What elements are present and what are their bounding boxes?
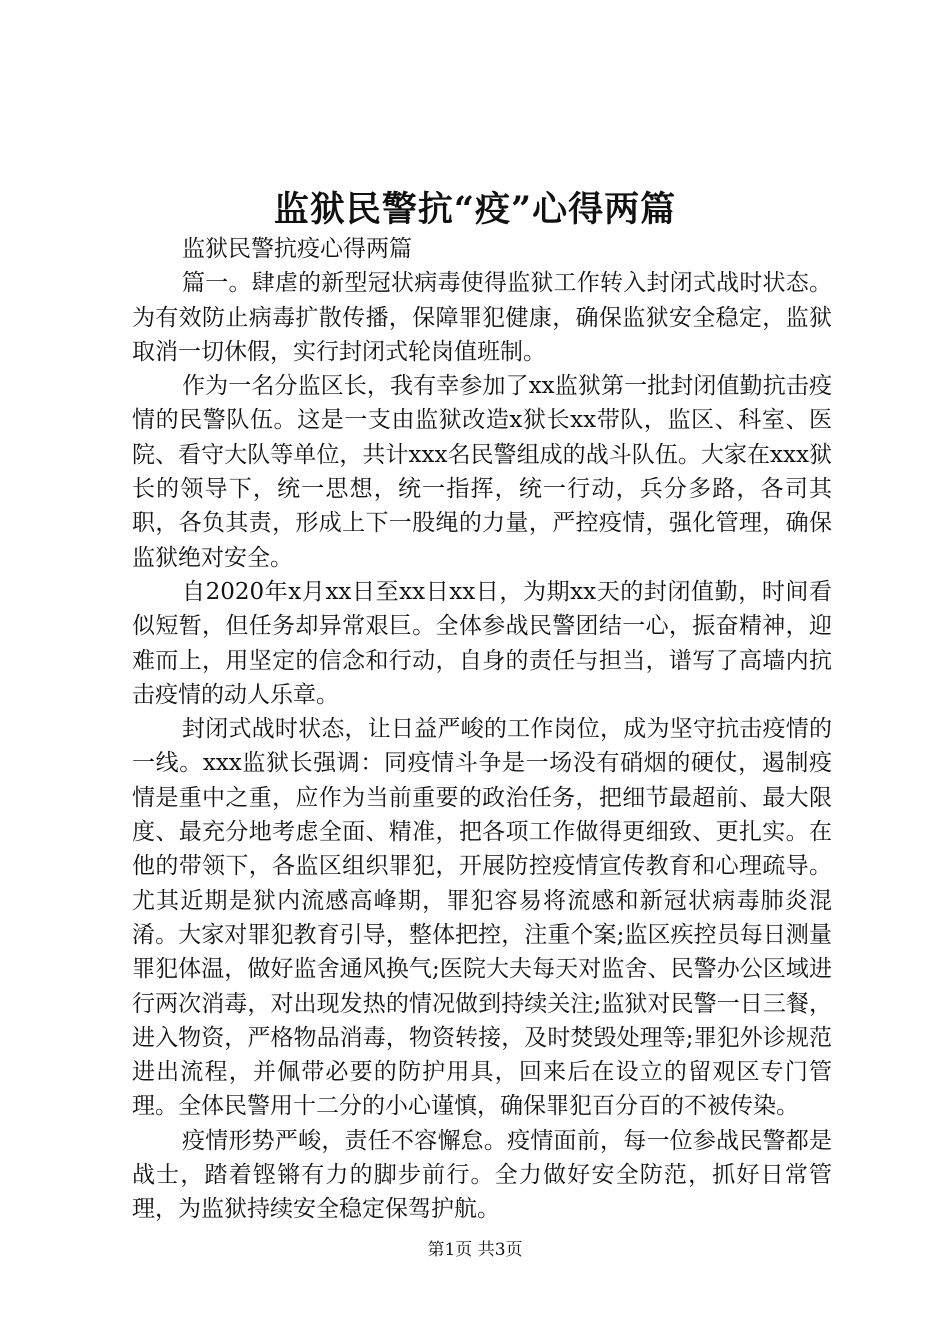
paragraph-5: 疫情形势严峻，责任不容懈怠。疫情面前，每一位参战民警都是战士，踏着铿锵有力的脚步前行。全力做好安全防范，抓好日常管理，为监狱持续安全稳定保驾护航。 [132,1127,832,1223]
document-body [132,232,832,1227]
paragraph-2: 作为一名分监区长，我有幸参加了xx监狱第一批封闭值勤抗击疫情的民警队伍。这是一支由监狱改造x狱长xx带队，监区、科室、医院、看守大队等单位，共计xxx名民警组成的战斗队伍。大家在xxx狱长的领导下，统一思想，统一指挥，统一行动，兵分多路，各司其职，各负其责，形成上下一股绳的力量，严控疫情，强化管理，确保监狱绝对安全。 [132,373,832,571]
document-title: 监狱民警抗“疫”心得两篇 [273,189,677,230]
paragraph-3: 自2020年x月xx日至xx日xx日，为期xx天的封闭值勤，时间看似短暂，但任务却异常艰巨。全体参战民警团结一心，振奋精神，迎难而上，用坚定的信念和行动，自身的责任与担当，谱写了高墙内抗击疫情的动人乐章。 [132,578,832,708]
paragraph-1: 篇一。肆虐的新型冠状病毒使得监狱工作转入封闭式战时状态。为有效防止病毒扩散传播，保障罪犯健康，确保监狱安全稳定，监狱取消一切休假，实行封闭式轮岗值班制。 [132,270,832,365]
paragraph-4: 封闭式战时状态，让日益严峻的工作岗位，成为坚守抗击疫情的一线。xxx监狱长强调：同疫情斗争是一场没有硝烟的硬仗，遏制疫情是重中之重，应作为当前重要的政治任务，把细节最超前、最大限度、最充分地考虑全面、精准，把各项工作做得更细致、更扎实。在他的带领下，各监区组织罪犯，开展防控疫情宣传教育和心理疏导。尤其近期是狱内流感高峰期，罪犯容易将流感和新冠状病毒肺炎混淆。大家对罪犯教育引导，整体把控，注重个案;监区疾控员每日测量罪犯体温，做好监舍通风换气;医院大夫每天对监舍、民警办公区域进行两次消毒，对出现发热的情况做到持续关注;监狱对民警一日三餐，进入物资，严格物品消毒，物资转接，及时焚毁处理等;罪犯外诊规范进出流程，并佩带必要的防护用具，回来后在设立的留观区专门管理。全体民警用十二分的小心谨慎，确保罪犯百分百的不被传染。 [132,716,832,1120]
paragraph-subtitle: 监狱民警抗疫心得两篇 [182,236,412,262]
page-number-footer: 第1页 共3页 [427,1240,523,1260]
